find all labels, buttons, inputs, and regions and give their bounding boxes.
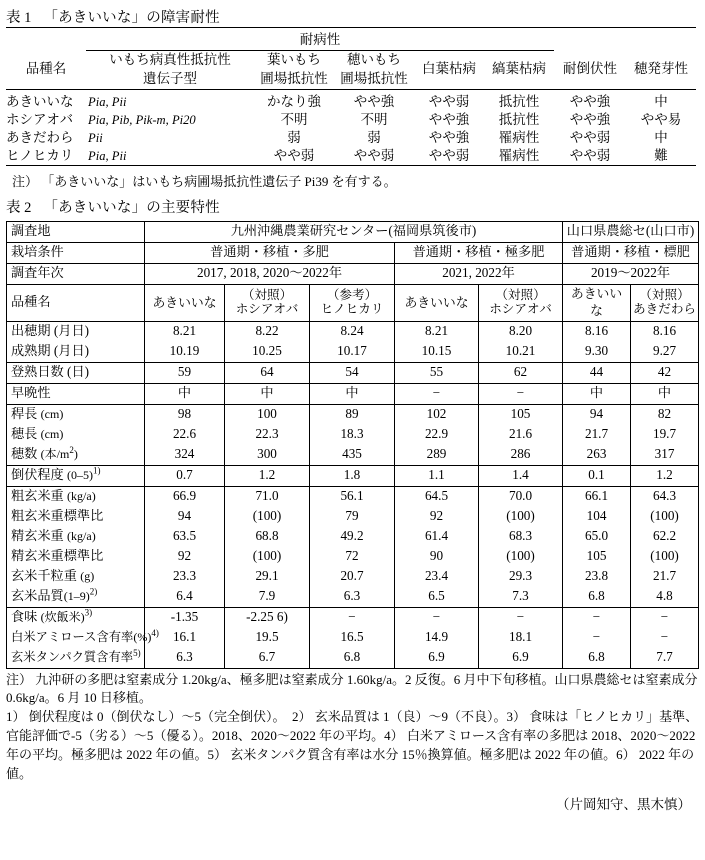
table2-cell: 10.15 [395, 342, 479, 363]
table2-row [7, 362, 699, 383]
table1-cell-variety: ホシアオバ [6, 111, 74, 127]
table1-section [6, 0, 705, 191]
table2-cell: 1.4 [479, 465, 563, 486]
table1-col-panicle-blast-line2: 圃場抵抗性 [340, 70, 408, 86]
table2-cell: 72 [310, 547, 395, 567]
table1-cell-panicle-blast: 不明 [360, 111, 388, 127]
table2-cell: 18.1 [479, 628, 563, 648]
table2-cell: 68.8 [225, 527, 310, 547]
table1-col-blast-gene-line1: いもち病真性抵抗性 [109, 51, 231, 67]
table2-variety-name: ヒノヒカリ [320, 301, 384, 316]
table2-cell: − [563, 628, 631, 648]
table2-cell: 61.4 [395, 527, 479, 547]
table1-row [6, 147, 696, 166]
table2-variety-name: あきいいな [404, 295, 469, 310]
table2-cell: 6.8 [310, 648, 395, 669]
table2-note-1: 注） 九沖研の多肥は窒素成分 1.20kg/a、極多肥は窒素成分 1.60kg/a。2 反復。6 月中下旬移植。山口県農総セは窒素成分 0.6kg/a。6 月 10 日移植。 [6, 671, 698, 706]
table2-cell: 54 [310, 362, 395, 383]
table2-cell: 42 [631, 362, 699, 383]
table1-cell-lodging: やや弱 [569, 129, 611, 145]
table2-notes [6, 671, 705, 784]
table2-row-label: 玄米千粒重 (g) [7, 567, 145, 587]
table2-row-label: 玄米品質$(1-9)^{2)}$ [7, 587, 145, 608]
table2-cell: 1.2 [631, 465, 699, 486]
table2-cell: 64 [225, 362, 310, 383]
table2-cell: 62 [479, 362, 563, 383]
table1-cell-stripe: 罹病性 [498, 129, 540, 145]
table2-cell: − [395, 383, 479, 404]
table2-row [7, 607, 699, 628]
table2-row-label: 白米アミロース含有率(%)$^{4)}$ [7, 628, 145, 648]
table2-cell: − [479, 383, 563, 404]
table2-variety-name: あきいいな [570, 287, 623, 318]
table2-cell: (100) [225, 507, 310, 527]
table2-cell: 14.9 [395, 628, 479, 648]
table2-cell: 6.9 [395, 648, 479, 669]
table2-row-label: 精玄米重 (kg/a) [7, 527, 145, 547]
table2-header-site-row [7, 221, 699, 242]
table1-cell-gene: Pii [88, 130, 103, 145]
table2-cell: 62.2 [631, 527, 699, 547]
table1-cell-variety: ヒノヒカリ [6, 147, 74, 163]
table2-cell: 286 [479, 445, 563, 466]
table2-cell: 8.21 [145, 321, 225, 342]
table2-cell: 300 [225, 445, 310, 466]
table1-cell-bacterial-blight: やや強 [428, 111, 470, 127]
table2-variety-0 [145, 284, 225, 321]
table2-row [7, 383, 699, 404]
table2-cell: (100) [631, 547, 699, 567]
table2-cell: 1.1 [395, 465, 479, 486]
table2-cell: − [310, 607, 395, 628]
table1-cell-leaf-blast: 不明 [280, 111, 308, 127]
table2-cell: 中 [310, 383, 395, 404]
table2-cell: 104 [563, 507, 631, 527]
table1-row [6, 93, 696, 111]
table2-cell: 94 [145, 507, 225, 527]
table2-cell: 64.3 [631, 486, 699, 507]
table2-cell: 10.25 [225, 342, 310, 363]
table2-variety-name: ホシアオバ [489, 301, 552, 316]
table1-cell-variety: あきだわら [6, 129, 74, 145]
table2-cell: 21.7 [631, 567, 699, 587]
table2-cell: − [631, 607, 699, 628]
table2-cell: − [631, 628, 699, 648]
table2-label-cultivation: 栽培条件 [7, 242, 145, 263]
table2-cell: 9.27 [631, 342, 699, 363]
table2-row [7, 628, 699, 648]
table1-cell-bacterial-blight: やや弱 [428, 147, 470, 163]
table2-cell: 0.7 [145, 465, 225, 486]
table1-group-header-disease: 耐病性 [86, 31, 554, 50]
table2-row-label: 穂長 (cm) [7, 425, 145, 445]
table2-variety-tag: （対照） [639, 287, 690, 302]
table2-cell: 94 [563, 404, 631, 425]
table1-cell-stripe: 抵抗性 [498, 111, 540, 127]
table1-cell-leaf-blast: やや弱 [273, 147, 315, 163]
table2-row [7, 425, 699, 445]
table2-cell: 0.1 [563, 465, 631, 486]
table2-label-variety: 品種名 [7, 284, 145, 321]
table2-cell: 10.19 [145, 342, 225, 363]
table2-cell: 中 [631, 383, 699, 404]
table2-cell: 20.7 [310, 567, 395, 587]
table2-cell: 1.8 [310, 465, 395, 486]
table2-row-label: 早晩性 [7, 383, 145, 404]
table2-row-label: 出穂期 (月日) [7, 321, 145, 342]
table1-cell-panicle-blast: 弱 [367, 129, 381, 145]
table2-cell: 1.2 [225, 465, 310, 486]
table1-col-blast-gene-line2: 遺伝子型 [143, 70, 197, 86]
table2-variety-tag: （参考） [326, 287, 378, 302]
table2-cell: 66.9 [145, 486, 225, 507]
table2-variety-1 [225, 284, 310, 321]
table1-caption-number: 表 1 [6, 10, 32, 26]
table1-cell-lodging: やや強 [569, 93, 611, 109]
table2-header-variety-row [7, 284, 699, 321]
table2-variety-name: ホシアオバ [235, 301, 299, 316]
table2-cell: 90 [395, 547, 479, 567]
table2-caption-number: 表 2 [6, 200, 32, 217]
table2-row [7, 648, 699, 669]
table1-col-leaf-blast-line2: 圃場抵抗性 [260, 70, 328, 86]
table2-cell: 23.3 [145, 567, 225, 587]
table2-variety-name: あきいいな [152, 295, 217, 310]
table2-years-b: 2021, 2022年 [395, 263, 563, 284]
table2-variety-3 [395, 284, 479, 321]
table2-cell: 435 [310, 445, 395, 466]
table2-cell: 59 [145, 362, 225, 383]
table2-row-label: 玄米タンパク質含有率$^{5)}$ [7, 648, 145, 669]
table2-label-years: 調査年次 [7, 263, 145, 284]
table2-cell: 6.8 [563, 648, 631, 669]
table1-cell-stripe: 罹病性 [498, 147, 540, 163]
authors-line: （片岡知守、黒木慎） [556, 796, 691, 812]
table1-header-row-1 [6, 50, 696, 69]
table2-cell: 29.1 [225, 567, 310, 587]
table1 [6, 27, 696, 168]
table1-row [6, 129, 696, 147]
table2-cell: 7.3 [479, 587, 563, 608]
table2-label-site: 調査地 [7, 221, 145, 242]
table1-cell-stripe: 抵抗性 [498, 93, 540, 109]
table1-cell-lodging: やや弱 [569, 147, 611, 163]
table2-cell: 289 [395, 445, 479, 466]
table1-col-leaf-blast-line1: 葉いもち [267, 51, 321, 67]
table1-cell-sprouting: 中 [654, 129, 668, 145]
table2-row-label: 稈長 (cm) [7, 404, 145, 425]
table2-cell: 18.3 [310, 425, 395, 445]
table2-row-label: 登熟日数 (日) [7, 362, 145, 383]
table2-cell: 92 [145, 547, 225, 567]
table1-col-lodging: 耐倒伏性 [563, 61, 617, 77]
table1-cell-leaf-blast: かなり強 [267, 93, 321, 109]
table2-row [7, 567, 699, 587]
table2-row [7, 404, 699, 425]
table2-cell: (100) [479, 507, 563, 527]
table2-cell: 19.7 [631, 425, 699, 445]
table1-caption [6, 9, 705, 27]
table2-cell: 6.3 [145, 648, 225, 669]
table2-variety-5 [563, 284, 631, 321]
table2-row-label: 倒伏程度 $(0-5)^{1)}$ [7, 465, 145, 486]
table2-site-kyushu: 九州沖縄農業研究センター(福岡県筑後市) [145, 221, 563, 242]
table1-cell-lodging: やや強 [569, 111, 611, 127]
table2-cell: 63.5 [145, 527, 225, 547]
table2-cell: 105 [563, 547, 631, 567]
table2-years-a: 2017, 2018, 2020〜2022年 [145, 263, 395, 284]
table2-cell: 64.5 [395, 486, 479, 507]
table2-row-label: 精玄米重標準比 [7, 547, 145, 567]
table2-variety-tag: （対照） [241, 287, 293, 302]
table2-cell: 8.21 [395, 321, 479, 342]
table2-cell: 89 [310, 404, 395, 425]
table2-variety-6 [631, 284, 699, 321]
table1-group-header-row [6, 31, 696, 50]
table2-row [7, 527, 699, 547]
table1-cell-sprouting: やや易 [640, 111, 682, 127]
table2-cell: 8.24 [310, 321, 395, 342]
table1-caption-text: 「あきいいな」の障害耐性 [43, 10, 220, 26]
table2-cell: 10.21 [479, 342, 563, 363]
table1-note [12, 173, 705, 192]
table1-cell-gene: Pia, Pib, Pik-m, Pi20 [88, 112, 196, 127]
table1-col-variety: 品種名 [25, 61, 67, 77]
table2-cell: 4.8 [631, 587, 699, 608]
table2-header-cultivation-row [7, 242, 699, 263]
table2-section [6, 191, 705, 812]
table1-row [6, 111, 696, 129]
table1-col-bacterial-blight: 白葉枯病 [422, 61, 476, 77]
table2-cell: 55 [395, 362, 479, 383]
table2-cell: 66.1 [563, 486, 631, 507]
table2-cell: 6.9 [479, 648, 563, 669]
table2-cell: 6.8 [563, 587, 631, 608]
table2-variety-2 [310, 284, 395, 321]
table2-row-label: 成熟期 (月日) [7, 342, 145, 363]
table2-row-label: 粗玄米重 (kg/a) [7, 486, 145, 507]
table2-cell: 70.0 [479, 486, 563, 507]
table2-cell: 7.7 [631, 648, 699, 669]
table2-cell: -1.35 [145, 607, 225, 628]
table2-row-label: 粗玄米重標準比 [7, 507, 145, 527]
table2-caption-text: 「あきいいな」の主要特性 [43, 200, 220, 217]
table2-cell: 中 [145, 383, 225, 404]
table2-cell: 21.7 [563, 425, 631, 445]
table2-cell: 263 [563, 445, 631, 466]
table2-cell: 68.3 [479, 527, 563, 547]
table2-variety-4 [479, 284, 563, 321]
table2-cell: 中 [225, 383, 310, 404]
table2-cell: -2.25 6) [225, 607, 310, 628]
table2-cell: 9.30 [563, 342, 631, 363]
table2-row [7, 587, 699, 608]
table2-row [7, 342, 699, 363]
table2-cell: 71.0 [225, 486, 310, 507]
table1-col-stripe: 縞葉枯病 [492, 61, 546, 77]
table2-cell: 102 [395, 404, 479, 425]
table2-row-label: 穂数 (本$/m^2$) [7, 445, 145, 466]
table2-variety-tag: （対照） [495, 287, 546, 302]
table2-row-label: 食味 (炊飯米)$^{3)}$ [7, 607, 145, 628]
table2-cell: 16.5 [310, 628, 395, 648]
table1-cell-gene: Pia, Pii [88, 148, 127, 163]
table2-cell: 23.8 [563, 567, 631, 587]
table1-cell-variety: あきいいな [6, 93, 74, 109]
table1-cell-panicle-blast: やや強 [353, 93, 395, 109]
table2-cell: (100) [225, 547, 310, 567]
table2-row [7, 547, 699, 567]
table2-cell: 6.7 [225, 648, 310, 669]
table2-cell: 79 [310, 507, 395, 527]
table2-cell: 44 [563, 362, 631, 383]
table2-cell: 8.20 [479, 321, 563, 342]
table2-row [7, 465, 699, 486]
table2-cell: 82 [631, 404, 699, 425]
table2-cell: 7.9 [225, 587, 310, 608]
table2-header-years-row [7, 263, 699, 284]
table2-cell: 6.4 [145, 587, 225, 608]
table2-cell: 22.6 [145, 425, 225, 445]
table1-col-sprouting: 穂発芽性 [634, 61, 688, 77]
table2-cell: 324 [145, 445, 225, 466]
table2-cell: 92 [395, 507, 479, 527]
table2-cell: 8.16 [631, 321, 699, 342]
table2-cell: − [479, 607, 563, 628]
table2-site-yamaguchi: 山口県農総セ(山口市) [563, 221, 699, 242]
table2-row [7, 486, 699, 507]
table1-cell-bacterial-blight: やや弱 [428, 93, 470, 109]
table2-note-2: 1） 倒伏程度は 0（倒伏なし）〜5（完全倒伏）。 2） 玄米品質は 1（良）〜9（不良）。3） 食味は「ヒノヒカリ」基準、官能評価で-5（劣る）〜5（優る）。2018、2020〜2022 年の平均。4） 白米アミロース含有率の多肥は 2018、2020〜2022 年の平均。極多肥は 2022 年の値。5） 玄米タンパク質含有率は水分 15％換算値。極多肥は 2022 年の値。6） 2022 年の値。 [6, 709, 699, 781]
table2-cell: 8.22 [225, 321, 310, 342]
table2-cell: 56.1 [310, 486, 395, 507]
table2-years-c: 2019〜2022年 [563, 263, 699, 284]
table1-cell-gene: Pia, Pii [88, 94, 127, 109]
table2-cultivation-b: 普通期・移植・極多肥 [395, 242, 563, 263]
table2-cell: 16.1 [145, 628, 225, 648]
table1-cell-sprouting: 中 [654, 93, 668, 109]
table2-cell: 105 [479, 404, 563, 425]
table1-cell-sprouting: 難 [654, 147, 668, 163]
table2-cell: 21.6 [479, 425, 563, 445]
table2-cell: 317 [631, 445, 699, 466]
table1-cell-panicle-blast: やや弱 [353, 147, 395, 163]
table2-cell: 6.5 [395, 587, 479, 608]
table1-col-panicle-blast-line1: 穂いもち [347, 51, 401, 67]
table1-cell-bacterial-blight: やや強 [428, 129, 470, 145]
table2-caption [6, 199, 705, 217]
table2-cultivation-c: 普通期・移植・標肥 [563, 242, 699, 263]
table2-cell: 10.17 [310, 342, 395, 363]
table2-cell: (100) [631, 507, 699, 527]
table2-cell: 23.4 [395, 567, 479, 587]
table2-cell: 6.3 [310, 587, 395, 608]
table2-cell: 49.2 [310, 527, 395, 547]
table2-cell: − [395, 607, 479, 628]
table2-cell: 98 [145, 404, 225, 425]
table2-cell: 22.9 [395, 425, 479, 445]
table2-cell: 65.0 [563, 527, 631, 547]
table2-cell: 中 [563, 383, 631, 404]
table1-note-text: 注） 「あきいいな」はいもち病圃場抵抗性遺伝子 Pi39 を有する。 [12, 173, 397, 189]
table2 [6, 221, 699, 669]
table2-cell: 19.5 [225, 628, 310, 648]
table2-cell: 22.3 [225, 425, 310, 445]
table2-variety-name: あきだわら [633, 301, 696, 316]
table2-row [7, 445, 699, 466]
table2-row [7, 321, 699, 342]
table2-cell: − [563, 607, 631, 628]
table1-cell-leaf-blast: 弱 [287, 129, 301, 145]
table2-cell: 8.16 [563, 321, 631, 342]
table2-cultivation-a: 普通期・移植・多肥 [145, 242, 395, 263]
table2-row [7, 507, 699, 527]
table2-cell: (100) [479, 547, 563, 567]
table2-cell: 100 [225, 404, 310, 425]
table2-cell: 29.3 [479, 567, 563, 587]
